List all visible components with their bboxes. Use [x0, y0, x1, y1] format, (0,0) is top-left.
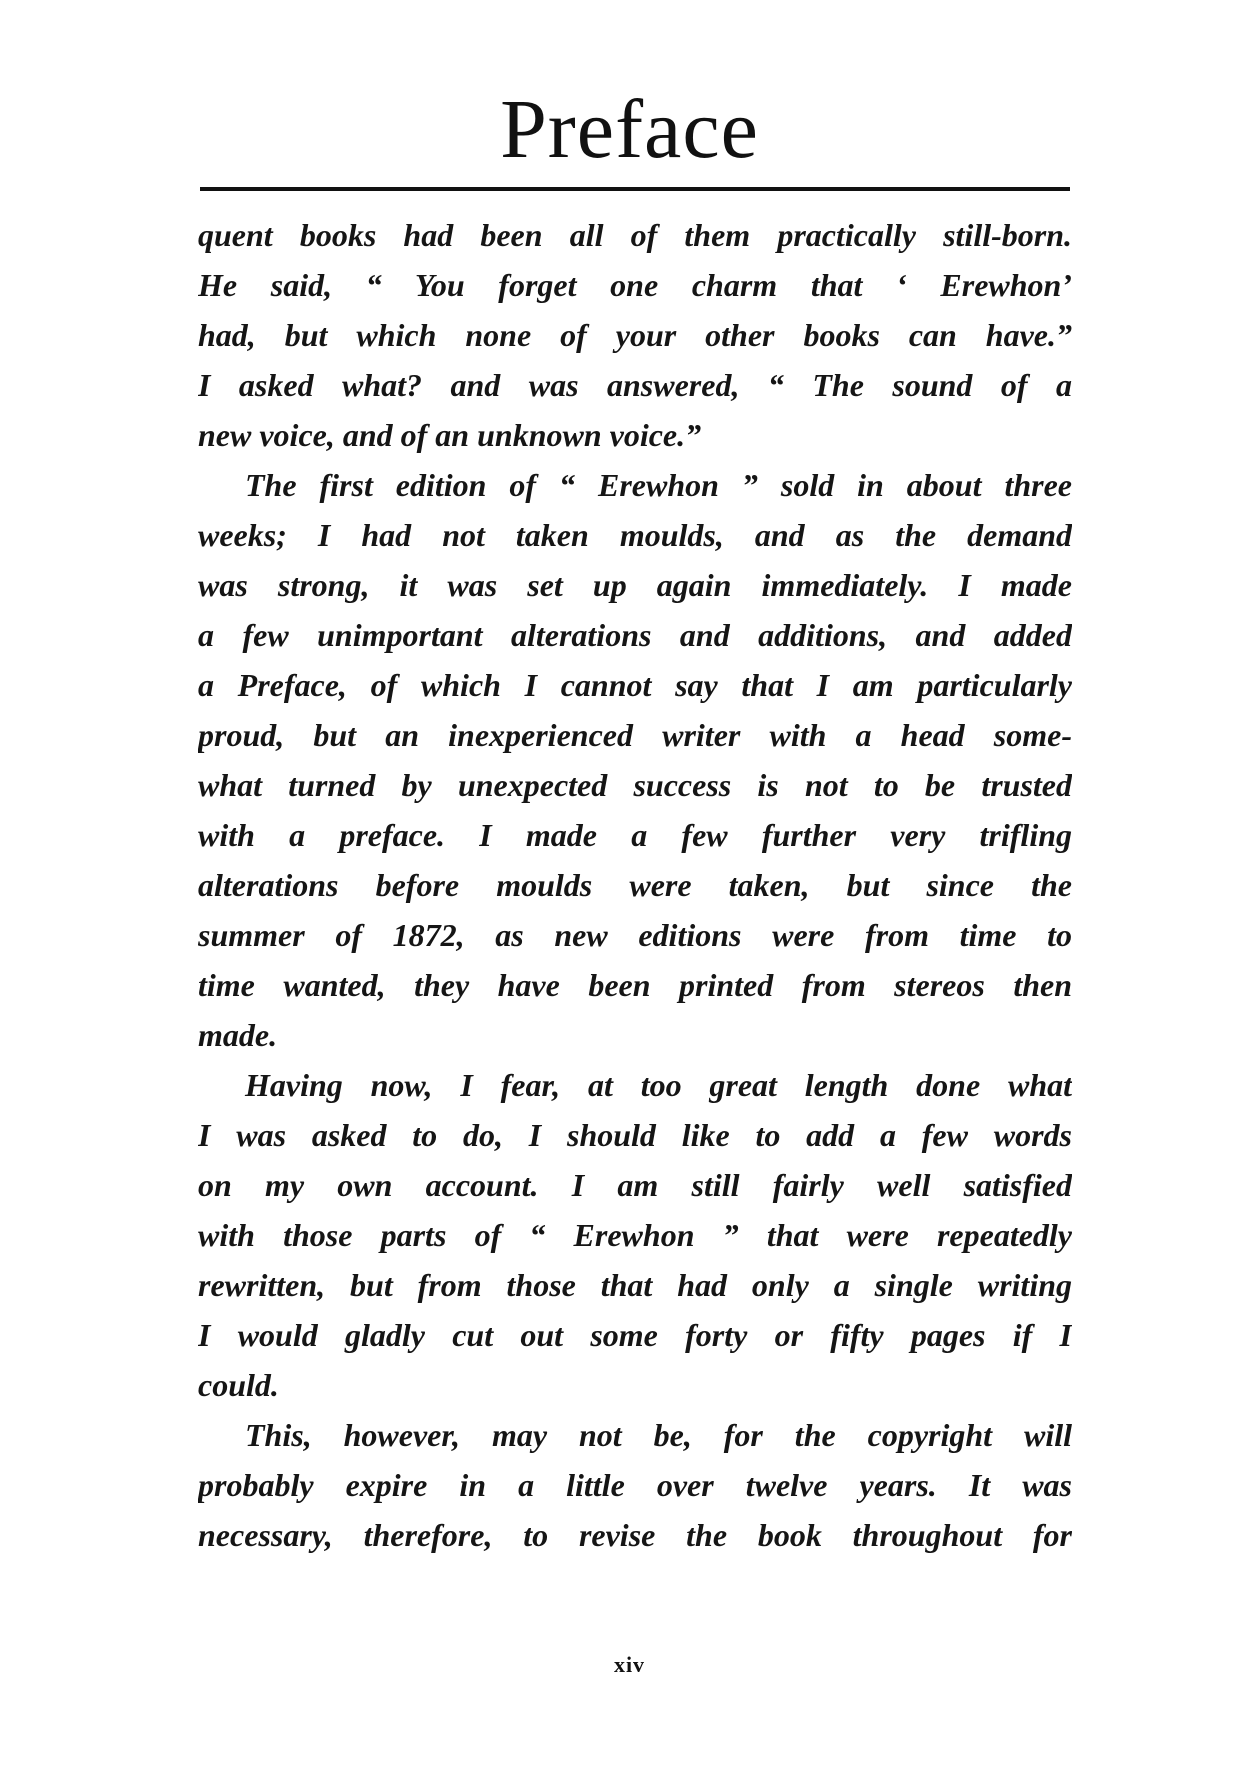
text-line: He said, “ You forget one charm that ‘ Erewhon’ — [198, 267, 1072, 303]
text-line: I would gladly cut out some forty or fifty pages if I — [198, 1317, 1072, 1353]
text-line: proud, but an inexperienced writer with a head some- — [198, 717, 1072, 753]
page-title: Preface — [500, 83, 759, 176]
text-line: a Preface, of which I cannot say that I am particularly — [198, 667, 1072, 703]
text-line: on my own account. I am still fairly well satisfied — [198, 1167, 1072, 1203]
text-line: what turned by unexpected success is not to be trusted — [198, 767, 1072, 803]
text-line: I asked what? and was answered, “ The sound of a — [198, 367, 1072, 403]
text-line: made. — [198, 1017, 278, 1053]
text-line: weeks; I had not taken moulds, and as the demand — [198, 517, 1072, 553]
text-line: rewritten, but from those that had only a single writing — [198, 1267, 1072, 1303]
text-line: was strong, it was set up again immediately. I made — [198, 567, 1072, 603]
text-line: a few unimportant alterations and additions, and added — [198, 617, 1072, 653]
page-number: xiv — [613, 1652, 646, 1677]
text-line: quent books had been all of them practically still-born. — [198, 217, 1072, 253]
text-line: Having now, I fear, at too great length done what — [245, 1067, 1072, 1103]
text-line: with a preface. I made a few further very trifling — [198, 817, 1072, 853]
text-line: probably expire in a little over twelve years. It was — [198, 1467, 1072, 1503]
text-line: I was asked to do, I should like to add a few words — [198, 1117, 1072, 1153]
text-line: new voice, and of an unknown voice.” — [198, 417, 702, 453]
text-line: time wanted, they have been printed from stereos then — [198, 967, 1072, 1003]
text-line: alterations before moulds were taken, but since the — [198, 867, 1072, 903]
text-line: with those parts of “ Erewhon ” that were repeatedly — [198, 1217, 1072, 1253]
body-text — [198, 210, 1072, 1560]
text-line: had, but which none of your other books can have.” — [198, 317, 1072, 353]
text-line: The first edition of “ Erewhon ” sold in about three — [245, 467, 1072, 503]
text-line: could. — [198, 1367, 279, 1403]
text-line: summer of 1872, as new editions were from time to — [198, 917, 1072, 953]
text-line: This, however, may not be, for the copyright will — [245, 1417, 1072, 1453]
heading-rule — [200, 187, 1070, 191]
text-line: necessary, therefore, to revise the book throughout for — [198, 1517, 1072, 1553]
